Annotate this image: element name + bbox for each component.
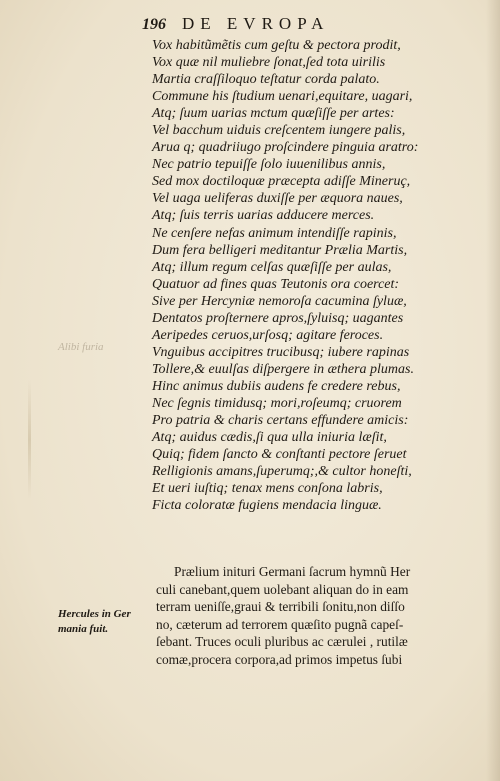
verse-line: Relligionis amans,ſuperumq;,& cultor honeſti, xyxy=(152,464,412,480)
verse-line: Sed mox doctiloquæ præcepta adiſſe Mineruç, xyxy=(152,174,411,190)
prose-line: no, cæterum ad terrorem quæſito pugnã capeſ- xyxy=(156,616,404,632)
verse-line: Dum fera belligeri meditantur Prælia Martis, xyxy=(152,242,408,258)
verse-line: Sive per Hercyniæ nemoroſa cacumina ſyluæ, xyxy=(152,293,407,309)
verse-line: Et ueri iuſtiq; tenax mens conſona labris, xyxy=(152,481,383,497)
verse-line: Dentatos proſternere apros,ſyluisq; uagantes xyxy=(152,310,404,326)
verse-line: Commune his ſtudium uenari,equitare, uagari, xyxy=(152,89,413,105)
page-number: 196 xyxy=(142,16,166,33)
verse-line: Aeripedes ceruos,urſosq; agitare feroces. xyxy=(152,327,384,343)
verse-line: Atq; auidus cædis,ſi qua ulla iniuria læſit, xyxy=(152,430,387,446)
verse-line: Ne cenſere nefas animum intendiſſe rapinis, xyxy=(152,225,397,241)
verse-line: Vox habitũmẽtis cum geſtu & pectora prodit, xyxy=(152,38,401,53)
verse-line: Ficta coloratæ fugiens mendacia linguæ. xyxy=(152,498,382,514)
marginal-note-line: Hercules in Ger xyxy=(58,608,131,620)
verse-line: Vel uaga ueliferas duxiſſe per æquora naues, xyxy=(152,191,403,207)
prose-paragraph xyxy=(156,563,486,669)
verse-line: Hinc animus dubiis audens fe credere rebus, xyxy=(152,378,401,394)
prose-line: comæ,procera corpora,ad primos impetus ſubi xyxy=(156,651,403,667)
verse-line: Vnguibus accipitres trucibusq; iubere rapinas xyxy=(152,344,410,360)
running-head: DE EVROPA xyxy=(182,14,330,33)
verse-line: Nec ſegnis timidusq; mori,roſeumq; cruorem xyxy=(152,395,402,411)
marginal-note xyxy=(58,607,156,637)
verse-line: Martia craſſiloquo teſtatur corda palato. xyxy=(152,72,380,88)
bleed-through-mark xyxy=(28,380,31,500)
verse-line: Atq; ſuum uarias mctum quæſiſſe per artes: xyxy=(152,106,395,122)
verse-line: Quiq; fidem ſancto & conſtanti pectore ſeruet xyxy=(152,447,407,463)
verse-line: Tollere,& euulſas diſpergere in æthera plumas. xyxy=(152,361,414,377)
prose-line: ſebant. Truces oculi pluribus ac cærulei , rutilæ xyxy=(156,634,408,650)
prose-line: Prælium inituri Germani ſacrum hymnũ Her xyxy=(174,564,411,579)
verse-line: Pro patria & charis certans effundere amicis: xyxy=(152,413,409,429)
verse-line: Vox quæ nil muliebre ſonat,ſed tota uirilis xyxy=(152,55,386,71)
prose-line: culi canebant,quem uolebant aliquan do in eam xyxy=(156,581,409,597)
marginal-note-line: mania fuit. xyxy=(58,623,109,635)
prose-line: terram ueniſſe,graui & terribili ſonitu,non diſſo xyxy=(156,599,405,615)
verse-line: Quatuor ad fines quas Teutonis ora coercet: xyxy=(152,276,400,292)
verse-line: Atq; ſuis terris uarias adducere merces. xyxy=(152,208,375,224)
verse-block xyxy=(152,37,492,514)
page-header xyxy=(142,14,460,36)
verse-line: Arua q; quadriiugo proſcindere pinguia aratro: xyxy=(152,140,419,156)
verse-line: Atq; illum regum celſas quæſiſſe per aulas, xyxy=(152,259,392,275)
faded-marginal-note: Alibi furia xyxy=(58,341,104,353)
verse-line: Nec patrio tepuiſſe ſolo iuuenilibus annis, xyxy=(152,157,386,173)
verse-line: Vel bacchum uiduis creſcentem iungere palis, xyxy=(152,123,406,139)
